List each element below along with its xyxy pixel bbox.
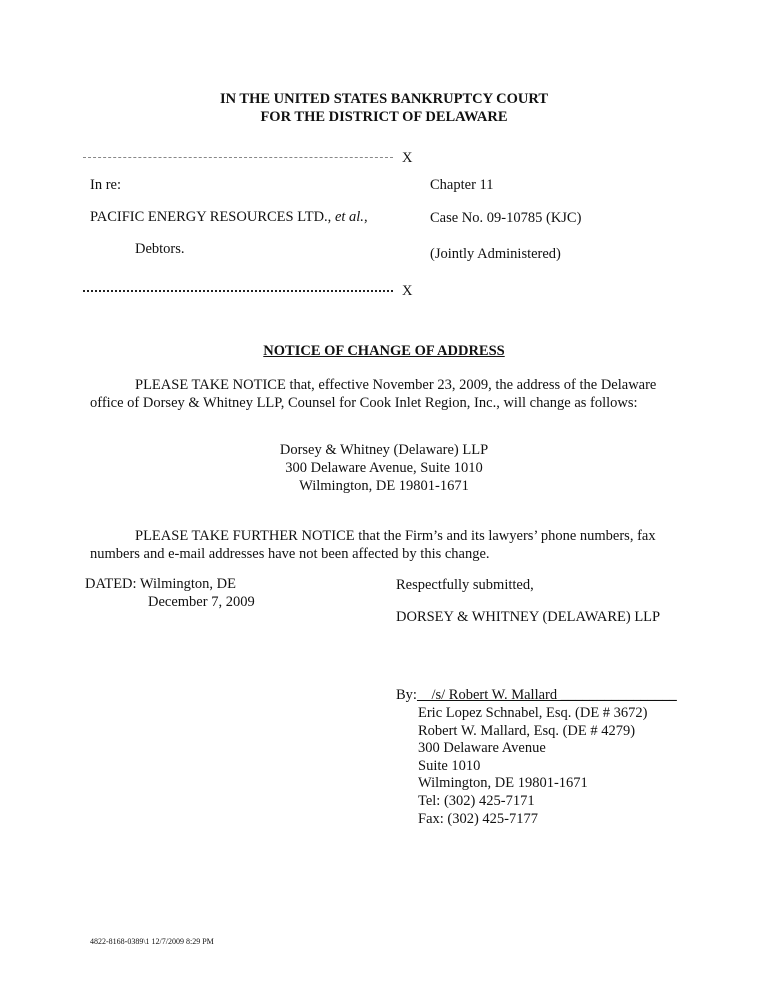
debtors-label: Debtors. — [135, 241, 185, 257]
court-header-line1: IN THE UNITED STATES BANKRUPTCY COURT — [219, 91, 549, 107]
case-number: Case No. 09-10785 (KJC) — [430, 210, 582, 226]
signatory-line: Tel: (302) 425-7171 — [418, 792, 535, 809]
firm-name: DORSEY & WHITNEY (DELAWARE) LLP — [396, 609, 661, 625]
debtor-name-comma: , — [363, 209, 368, 225]
signature-value: /s/ Robert W. Mallard ________________ — [416, 687, 677, 703]
caption-x-top: X — [402, 150, 413, 166]
new-address-line3: Wilmington, DE 19801-1671 — [299, 478, 469, 494]
signatory-line: Eric Lopez Schnabel, Esq. (DE # 3672) — [418, 705, 648, 721]
dated-date: December 7, 2009 — [148, 594, 255, 610]
et-al: et al. — [334, 209, 364, 225]
signatory-line: Robert W. Mallard, Esq. (DE # 4279) — [418, 722, 636, 739]
caption-x-bottom: X — [402, 283, 413, 299]
by-label: By: — [396, 687, 417, 703]
signatory-line: Suite 1010 — [418, 757, 481, 774]
new-address-line2: 300 Delaware Avenue, Suite 1010 — [285, 460, 483, 476]
caption-divider-bottom — [83, 290, 393, 292]
signatory-line: Wilmington, DE 19801-1671 — [418, 775, 588, 792]
debtor-name — [90, 209, 368, 226]
signatory-line: 300 Delaware Avenue — [418, 740, 546, 757]
notice-paragraph-1: PLEASE TAKE NOTICE that, effective November 23, 2009, the address of the Delaware office of Dorsey & Whitney LLP, Counsel for Cook Inlet Region, Inc., will change as follows: — [90, 377, 657, 411]
signatory-line: Fax: (302) 425-7177 — [418, 810, 539, 827]
notice-title: NOTICE OF CHANGE OF ADDRESS — [263, 343, 505, 359]
notice-paragraph-2: PLEASE TAKE FURTHER NOTICE that the Firm’s and its lawyers’ phone numbers, fax numbers and e-mail addresses have not been affected by this change. — [90, 528, 656, 562]
signature-line — [396, 687, 677, 704]
new-address-line1: Dorsey & Whitney (Delaware) LLP — [279, 442, 489, 458]
caption-divider-top — [83, 157, 393, 158]
court-header-line2: FOR THE DISTRICT OF DELAWARE — [260, 109, 508, 125]
respectfully-submitted: Respectfully submitted, — [396, 577, 534, 593]
footer-doc-id: 4822-8168-0389\1 12/7/2009 8:29 PM — [90, 937, 214, 946]
in-re-label: In re: — [90, 177, 121, 193]
debtor-name-text: PACIFIC ENERGY RESOURCES LTD., — [90, 209, 335, 225]
signatory-block — [418, 705, 648, 828]
dated-label: DATED: Wilmington, DE — [85, 576, 236, 592]
jointly-administered: (Jointly Administered) — [430, 246, 561, 262]
chapter-label: Chapter 11 — [430, 177, 494, 193]
